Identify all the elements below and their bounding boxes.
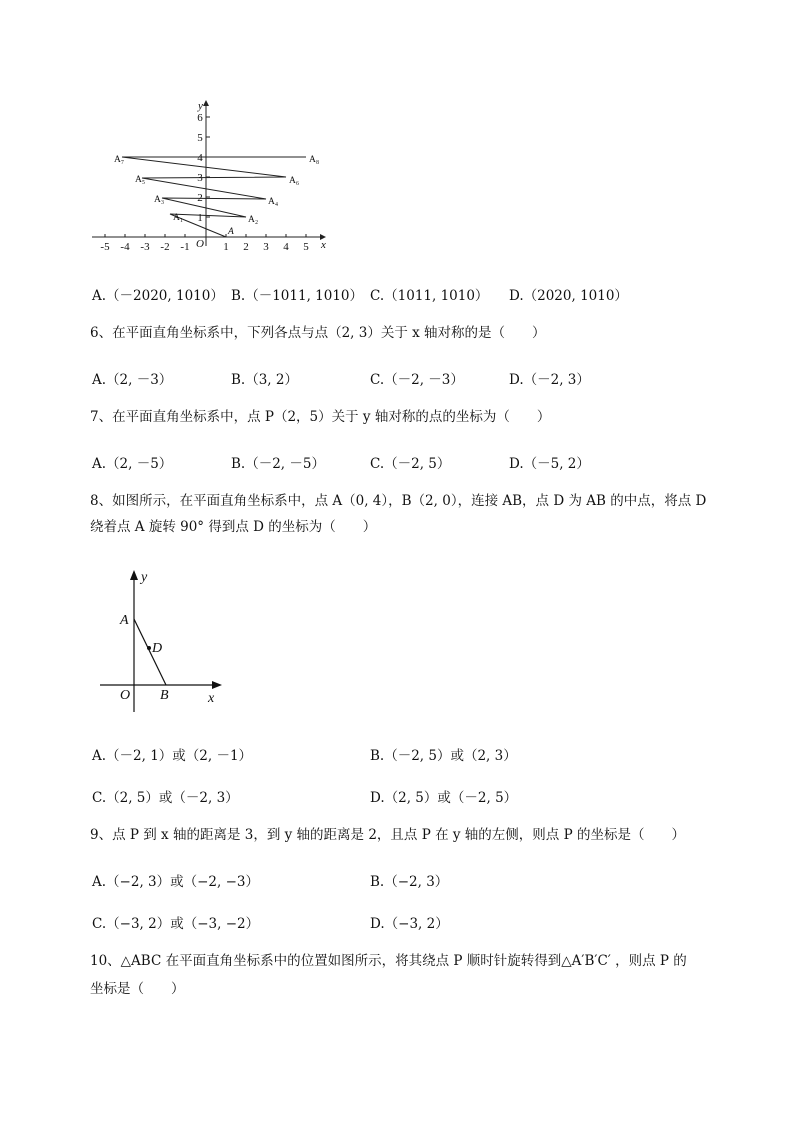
x-axis-arrow (212, 681, 222, 689)
point-label-A1: A₁ (173, 213, 184, 223)
q7-option-a[interactable]: A.（2, －5） (92, 456, 173, 472)
point-label-A6: A₆ (289, 176, 300, 186)
y-tick-label: 6 (197, 112, 203, 124)
q6-option-c[interactable]: C.（－2, －3） (370, 372, 464, 388)
point-label-d: D (152, 641, 163, 656)
y-tick-label: 3 (197, 172, 203, 184)
y-axis-label: y (141, 570, 148, 585)
x-tick-label: 4 (283, 241, 289, 253)
point-label-A5: A₅ (135, 175, 146, 185)
q9-option-b[interactable]: B.（−2, 3） (370, 874, 449, 890)
q7-question-text: 7、在平面直角坐标系中，点 P（2，5）关于 y 轴对称的点的坐标为（ ） (90, 409, 551, 425)
point-label-b: B (160, 688, 169, 703)
origin-label: O (120, 688, 131, 703)
q6-question-text: 6、在平面直角坐标系中，下列各点与点（2, 3）关于 x 轴对称的是（ ） (90, 325, 546, 341)
q8-option-b[interactable]: B.（－2, 5）或（2, 3） (370, 748, 517, 764)
q6-option-a[interactable]: A.（2, －3） (92, 372, 173, 388)
x-tick-label: -1 (180, 241, 190, 253)
x-tick-label: -2 (160, 241, 170, 253)
point-label-a: A (120, 613, 129, 628)
x-axis-label: x (208, 691, 215, 706)
x-tick-label: -5 (100, 241, 110, 253)
q7-option-c[interactable]: C.（－2, 5） (370, 456, 451, 472)
q8-question-line2: 绕着点 A 旋转 90° 得到点 D 的坐标为（ ） (90, 519, 377, 535)
y-axis-arrow (130, 570, 138, 580)
origin-label: O (196, 238, 204, 250)
point-label-A8: A₈ (309, 155, 320, 165)
point-label-A3: A₃ (154, 195, 165, 205)
x-tick-label: 1 (223, 241, 229, 253)
point-label-A: A (228, 227, 234, 237)
q5-option-d[interactable]: D.（2020, 1010） (509, 288, 628, 304)
zigzag-path (122, 157, 306, 237)
x-axis-label: x (321, 239, 326, 251)
y-tick-label: 1 (197, 212, 203, 224)
q8-option-a[interactable]: A.（－2, 1）或（2, －1） (92, 748, 253, 764)
q9-option-c[interactable]: C.（−3, 2）或（−3, −2） (92, 916, 260, 932)
x-tick-label: 3 (263, 241, 269, 253)
figure-segment-ab (96, 566, 236, 716)
q8-option-d[interactable]: D.（2, 5）或（－2, 5） (370, 790, 518, 806)
q6-option-d[interactable]: D.（－2, 3） (509, 372, 590, 388)
q9-question-text: 9、点 P 到 x 轴的距离是 3，到 y 轴的距离是 2，且点 P 在 y 轴的左侧，则点 P 的坐标是（ ） (90, 827, 685, 843)
q5-option-a[interactable]: A.（－2020, 1010） (92, 288, 224, 304)
figure-zigzag-coordinates (88, 98, 338, 258)
midpoint-d (147, 646, 151, 650)
y-tick-label: 4 (197, 152, 203, 164)
q7-option-b[interactable]: B.（－2, －5） (231, 456, 325, 472)
y-tick-label: 2 (197, 192, 203, 204)
q5-option-b[interactable]: B.（－1011, 1010） (231, 288, 364, 304)
x-tick-label: -4 (120, 241, 130, 253)
x-tick-label: -3 (140, 241, 150, 253)
y-axis-arrow (203, 100, 209, 106)
q10-question-line1: 10、△ABC 在平面直角坐标系中的位置如图所示，将其绕点 P 顺时针旋转得到△A′B′C′ ，则点 P 的 (90, 953, 687, 969)
q8-question-line1: 8、如图所示，在平面直角坐标系中，点 A（0, 4），B（2, 0），连接 AB，点 D 为 AB 的中点，将点 D (90, 493, 707, 509)
q5-option-c[interactable]: C.（1011, 1010） (370, 288, 489, 304)
q9-option-d[interactable]: D.（−3, 2） (370, 916, 449, 932)
q10-question-line2: 坐标是（ ） (90, 981, 185, 997)
q6-option-b[interactable]: B.（3, 2） (231, 372, 298, 388)
y-axis-label: y (198, 100, 203, 112)
x-tick-label: 2 (243, 241, 249, 253)
q9-option-a[interactable]: A.（−2, 3）或（−2, −3） (92, 874, 259, 890)
x-tick-label: 5 (303, 241, 309, 253)
point-label-A2: A₂ (248, 215, 259, 225)
q7-option-d[interactable]: D.（－5, 2） (509, 456, 590, 472)
point-label-A4: A₄ (268, 197, 279, 207)
q8-option-c[interactable]: C.（2, 5）或（－2, 3） (92, 790, 239, 806)
y-tick-label: 5 (197, 132, 203, 144)
point-label-A7: A₇ (114, 155, 125, 165)
